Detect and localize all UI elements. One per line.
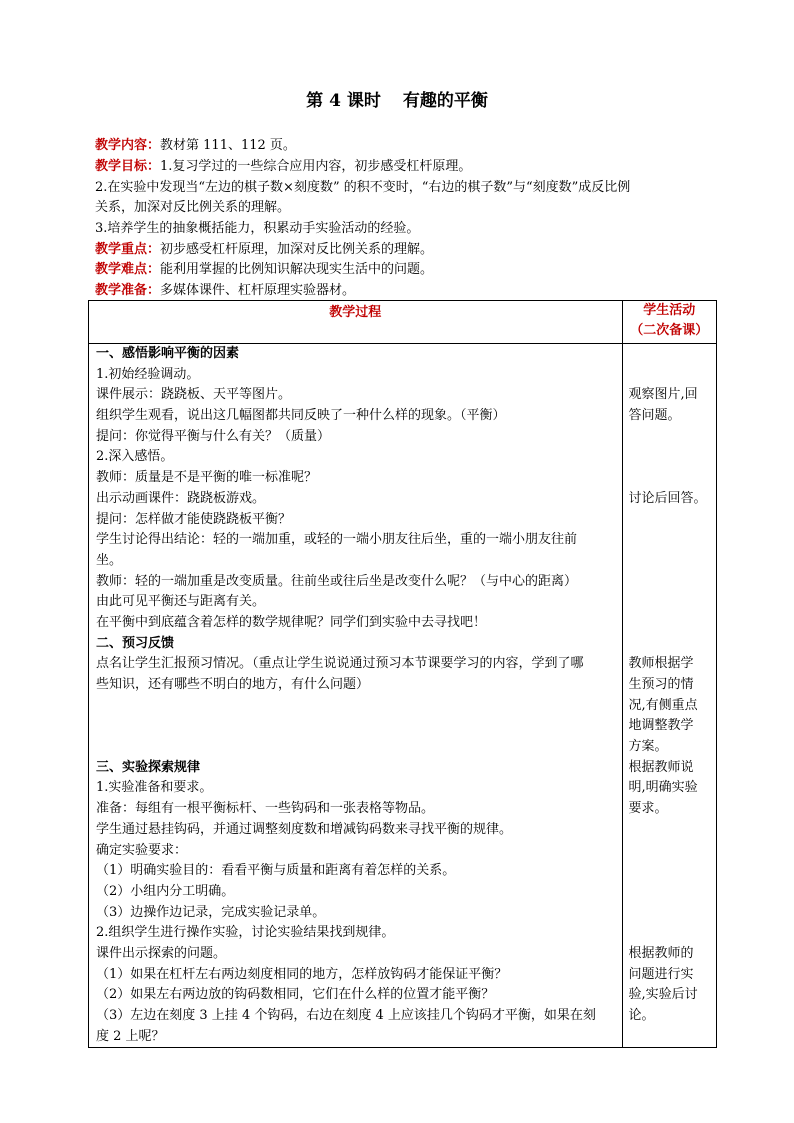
student-activity-line: 方案。: [628, 739, 668, 755]
table-header-row: [89, 301, 717, 344]
student-activity-line: [623, 592, 716, 613]
process-line: （2）小组内分工明确。: [96, 883, 235, 899]
student-activity-line: 地调整教学: [628, 718, 694, 734]
meta-content: [95, 136, 725, 157]
process-line: 确定实验要求：: [96, 842, 188, 858]
meta-goal-line2: 2.在实验中发现当“左边的棋子数×刻度数” 的积不变时，“右边的棋子数”与“刻度数”成反比例: [95, 180, 631, 195]
student-activity-line: [623, 841, 716, 862]
student-activity-line: [623, 551, 716, 572]
student-activity-line: 讨论后回答。: [628, 490, 707, 506]
meta-key: [95, 240, 725, 261]
student-activity-line: [623, 923, 716, 944]
title-lesson-name: 有趣的平衡: [402, 91, 488, 111]
process-column: [89, 344, 623, 1048]
process-line: 教师：轻的一端加重是改变质量。往前坐或往后坐是改变什么呢？（与中心的距离）: [96, 573, 578, 589]
process-line: 提问：怎样做才能使跷跷板平衡？: [96, 511, 292, 527]
student-activity-line: [623, 820, 716, 841]
meta-content-text: 教材第 111、112 页。: [160, 138, 296, 153]
section-heading: 二、预习反馈: [96, 635, 175, 651]
process-line: [89, 716, 622, 737]
student-activity-line: 教师根据学: [628, 656, 694, 672]
student-activity-line: [623, 365, 716, 386]
process-line: [89, 737, 622, 758]
process-line: 由此可见平衡还与距离有关。: [96, 594, 266, 610]
header-student-line1: 学生活动: [643, 303, 696, 318]
meta-prep-text: 多媒体课件、杠杆原理实验器材。: [160, 283, 356, 298]
process-line: 1.实验准备和要求。: [96, 780, 213, 796]
student-activity-line: 根据教师的: [628, 945, 694, 961]
student-activity-line: 答问题。: [628, 408, 681, 424]
process-line: 2.深入感悟。: [96, 449, 174, 465]
meta-goal-line3: 关系，加深对反比例关系的理解。: [95, 200, 291, 215]
process-line: 学生通过悬挂钩码，并通过调整刻度数和增减钩码数来寻找平衡的规律。: [96, 821, 513, 837]
process-line: （3）左边在刻度 3 上挂 4 个钩码，右边在刻度 4 上应该挂几个钩码才平衡，如果在刻: [96, 1008, 596, 1023]
process-line: 坐。: [96, 552, 123, 568]
meta-content-label: 教学内容：: [95, 138, 161, 153]
title-lesson-number: 第 4 课时: [306, 91, 381, 111]
student-activity-line: 论。: [628, 1008, 655, 1023]
process-line: 出示动画课件：跷跷板游戏。: [96, 490, 266, 506]
meta-prep: [95, 281, 725, 302]
meta-difficulty-label: 教学难点：: [95, 262, 161, 277]
student-activity-line: [623, 634, 716, 655]
student-activity-line: 观察图片,回: [628, 387, 698, 403]
process-line: 2.组织学生进行操作实验，讨论实验结果找到规律。: [96, 925, 395, 941]
student-activity-line: 验,实验后讨: [628, 987, 698, 1003]
meta-difficulty-text: 能利用掌握的比例知识解决现实生活中的问题。: [160, 262, 434, 277]
process-line: （1）明确实验目的：看看平衡与质量和距离有着怎样的关系。: [96, 863, 456, 879]
student-activity-line: 明,明确实验: [628, 780, 698, 796]
process-line: 点名让学生汇报预习情况。（重点让学生说说通过预习本节课要学习的内容，学到了哪: [96, 656, 584, 672]
student-activity-line: 生预习的情: [628, 677, 694, 692]
header-student: [622, 301, 716, 344]
process-line: [89, 696, 622, 717]
student-activity-line: [623, 882, 716, 903]
student-activity-line: [623, 510, 716, 531]
student-activity-line: [623, 530, 716, 551]
meta-goal: [95, 157, 725, 178]
process-line: 组织学生观看，说出这几幅图都共同反映了一种什么样的现象。（平衡）: [96, 408, 506, 424]
student-activity-line: [623, 861, 716, 882]
process-line: 教师：质量是不是平衡的唯一标准呢？: [96, 470, 318, 486]
meta-goal-text: 1.复习学过的一些综合应用内容，初步感受杠杆原理。: [160, 159, 472, 174]
meta-goal-line4: 3.培养学生的抽象概括能力，积累动手实验活动的经验。: [95, 221, 420, 236]
process-line: 在平衡中到底蕴含着怎样的数学规律呢？同学们到实验中去寻找吧！: [96, 614, 487, 630]
student-activity-line: [623, 468, 716, 489]
student-activity-line: 问题进行实: [628, 966, 694, 982]
process-line: 课件出示探索的问题。: [96, 945, 227, 961]
process-line: 些知识，还有哪些不明白的地方，有什么问题）: [96, 677, 370, 692]
meta-difficulty: [95, 260, 725, 281]
process-line: 提问：你觉得平衡与什么有关？（质量）: [96, 428, 331, 444]
process-line: （3）边操作边记录，完成实验记录单。: [96, 904, 326, 920]
student-activity-line: [623, 613, 716, 634]
process-line: 1.初始经验调动。: [96, 366, 200, 382]
student-activity-line: [623, 427, 716, 448]
process-line: 准备：每组有一根平衡标杆、一些钩码和一张表格等物品。: [96, 801, 435, 817]
process-line: 度 2 上呢？: [96, 1028, 165, 1044]
header-process: 教学过程: [89, 301, 623, 344]
section-heading: 一、感悟影响平衡的因素: [96, 346, 240, 361]
meta-prep-label: 教学准备：: [95, 283, 161, 298]
section-heading: 三、实验探索规律: [96, 759, 201, 775]
student-activity-line: 要求。: [628, 801, 668, 817]
page-title: [0, 86, 794, 111]
student-activity-line: 根据教师说: [628, 759, 694, 775]
process-line: （2）如果左右两边放的钩码数相同，它们在什么样的位置才能平衡？: [96, 987, 495, 1003]
student-activity-line: 况,有侧重点: [628, 697, 698, 713]
lesson-table: [88, 300, 717, 1048]
student-activity-line: [623, 572, 716, 593]
meta-goal-label: 教学目标：: [95, 159, 161, 174]
process-line: 学生讨论得出结论：轻的一端加重，或轻的一端小朋友往后坐，重的一端小朋友往前: [96, 532, 578, 548]
student-column: [622, 344, 716, 1048]
student-activity-line: [623, 344, 716, 365]
table-body-row: [89, 344, 717, 1048]
process-line: （1）如果在杠杆左右两边刻度相同的地方，怎样放钩码才能保证平衡？: [96, 966, 508, 982]
process-line: 课件展示：跷跷板、天平等图片。: [96, 387, 292, 403]
student-activity-line: [623, 903, 716, 924]
meta-key-label: 教学重点：: [95, 242, 161, 257]
header-student-line2: （二次备课）: [630, 323, 709, 338]
student-activity-line: [623, 1027, 716, 1048]
meta-key-text: 初步感受杠杆原理，加深对反比例关系的理解。: [160, 242, 434, 257]
student-activity-line: [623, 447, 716, 468]
